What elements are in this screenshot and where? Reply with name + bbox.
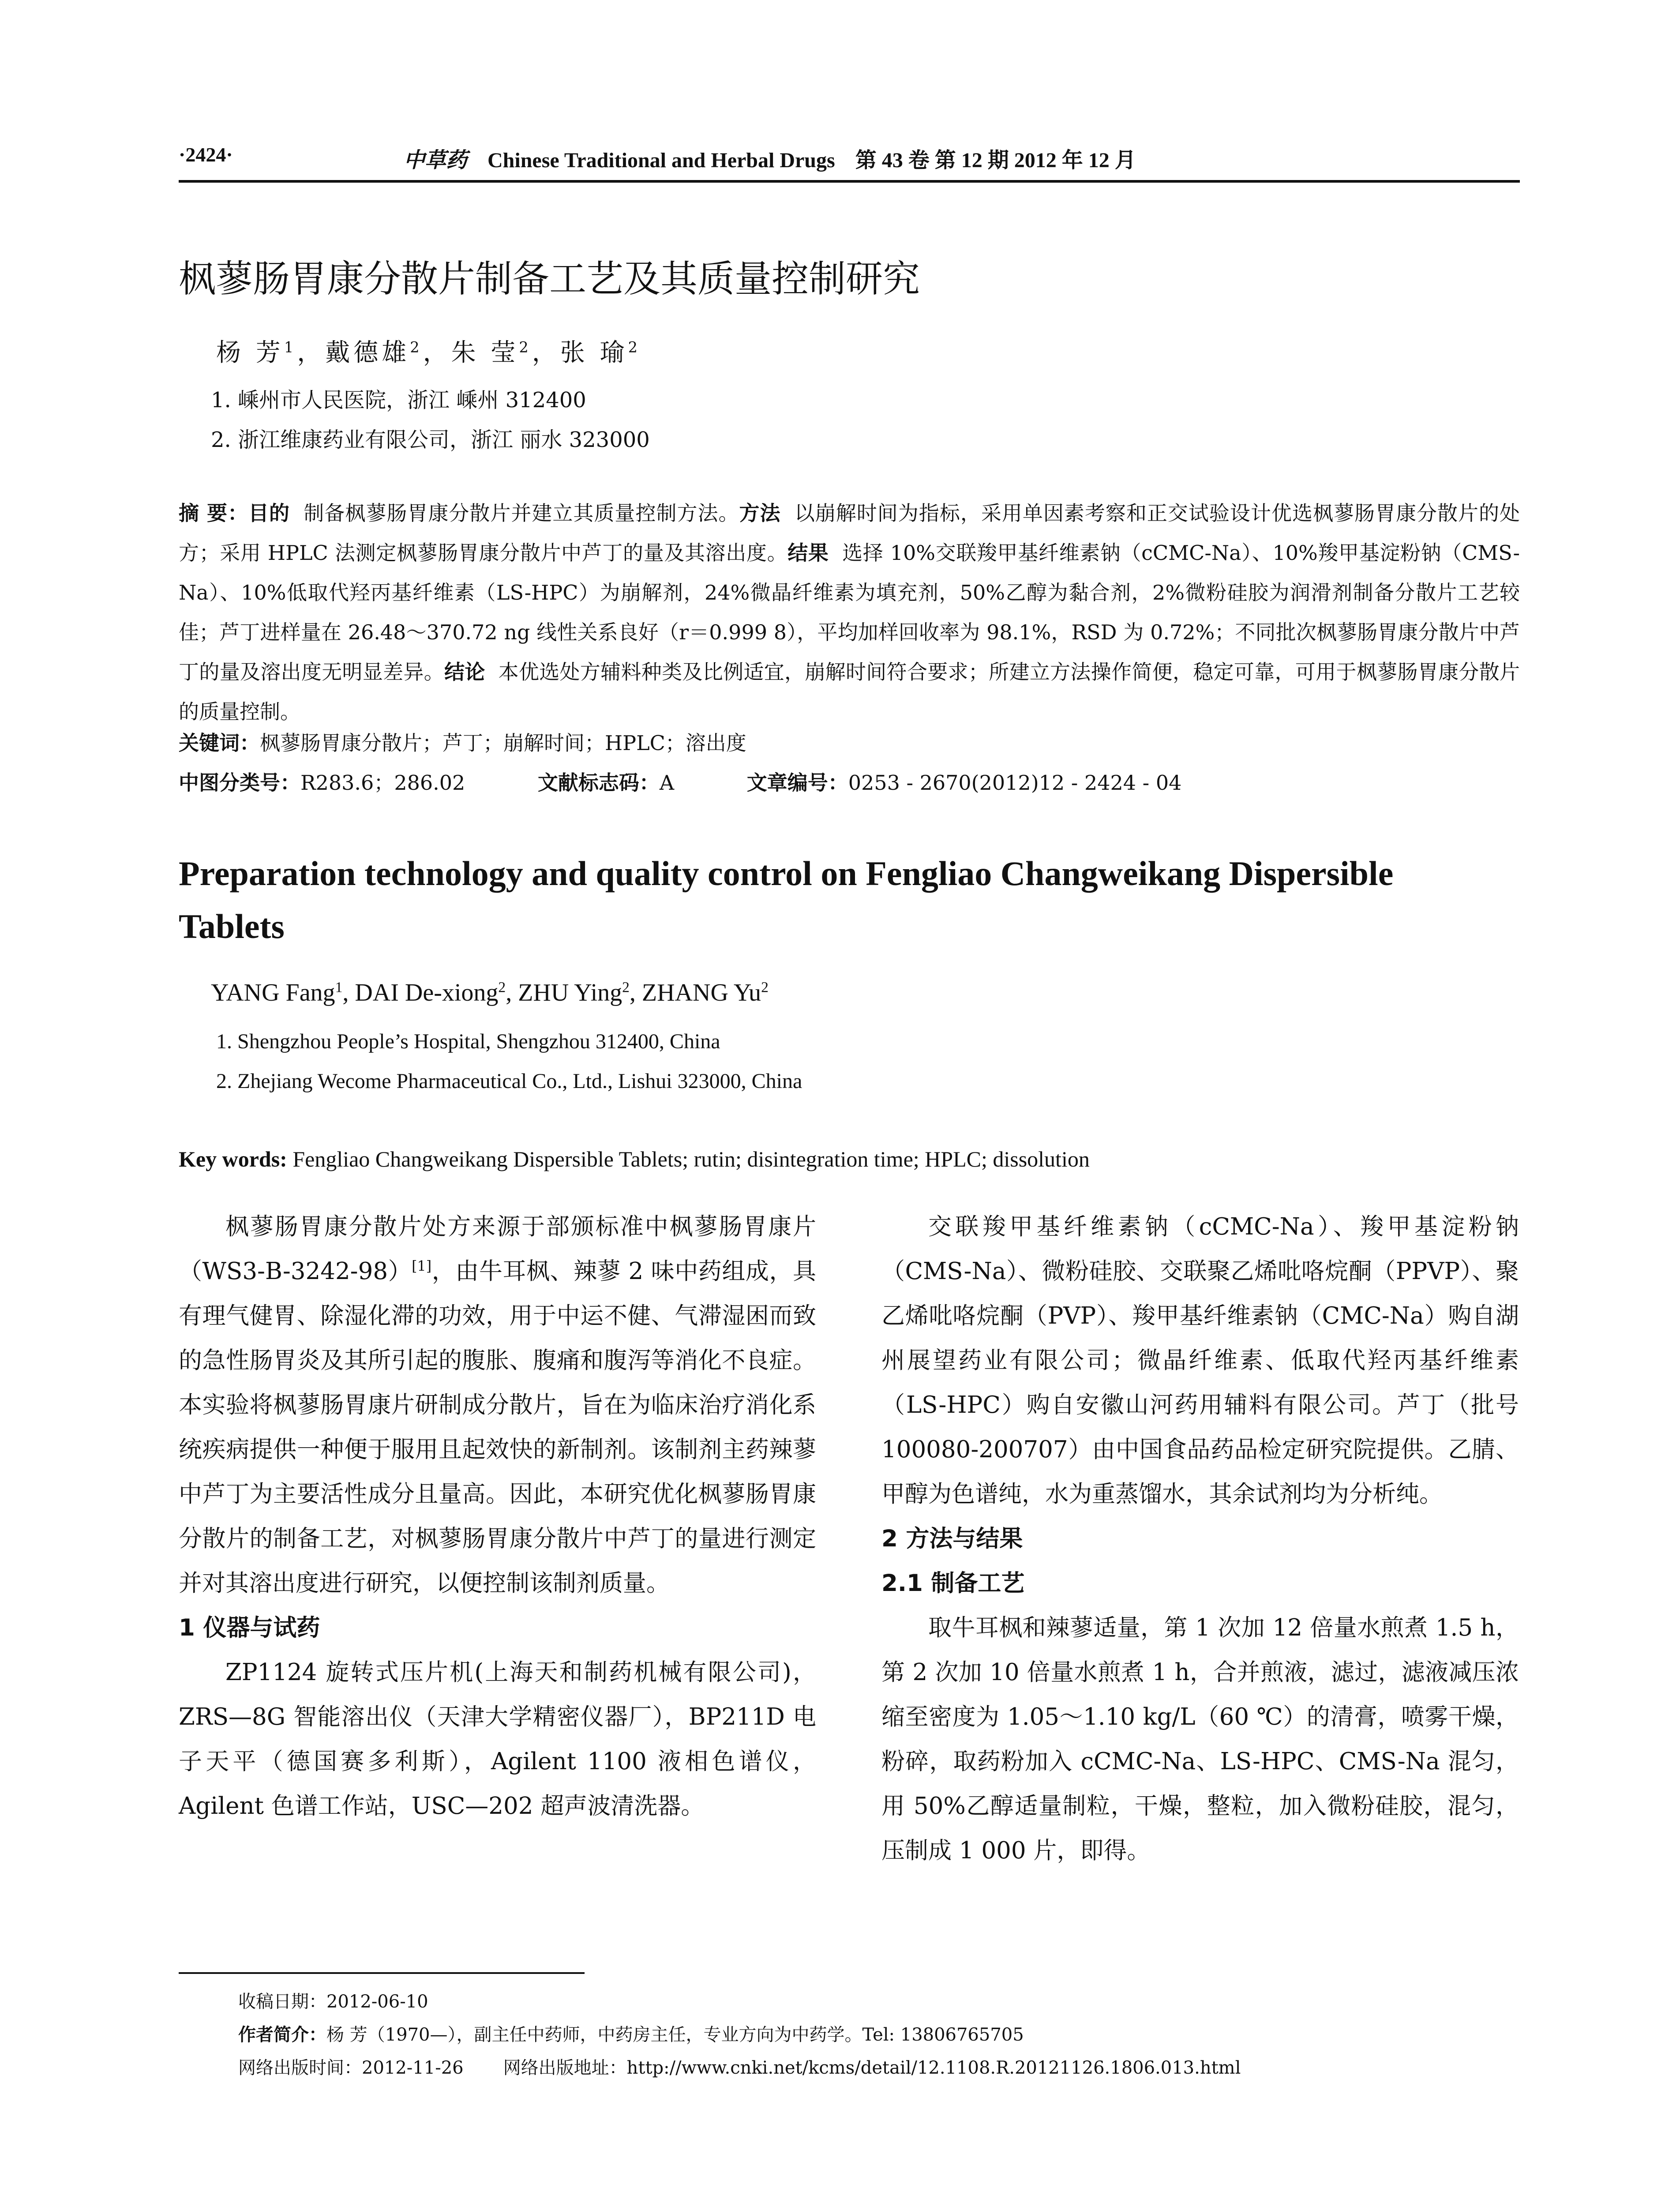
section-heading-2-1: 2.1 制备工艺 [881,1570,1025,1597]
footnote-author [238,2021,1024,2046]
author-name: YANG Fang [211,979,335,1006]
method-label: 方法 [739,501,781,525]
footnote-online-time: 网络出版时间：2012-11-26 [238,2058,464,2078]
result-text: 选择 10%交联羧甲基纤维素钠（cCMC-Na）、10%羧甲基淀粉钠（CMS-Na）、10%低取代羟丙基纤维素（LS-HPC）为崩解剂，24%微晶纤维素为填充剂，50%乙醇为黏合剂，2%微粉硅胶为润滑剂制备分散片工艺较佳；芦丁进样量在 26.48～370.72 ng 线性关系良好（r＝0.999 8），平均加样回收率为 98.1%，RSD 为 0.72%；不同批次枫蓼肠胃康分散片中芦丁的量及溶出度无明显差异。 [179,541,1520,684]
conclusion-label: 结论 [444,660,485,684]
intro-paragraph [179,1204,816,1606]
author-sup: 1 [284,338,297,356]
journal-info [404,143,1151,173]
section-heading-2: 2 方法与结果 [881,1525,1023,1552]
affiliation-cn-2: 2. 浙江维康药业有限公司，浙江 丽水 323000 [211,428,650,452]
journal-name-en: Chinese Traditional and Herbal Drugs [488,149,835,172]
author-name: 张 瑜 [560,338,628,367]
objective-text: 制备枫蓼肠胃康分散片并建立其质量控制方法。 [304,501,739,525]
doc-code-label: 文献标志码： [537,771,660,795]
page-number: ·2424· [179,143,233,166]
classification-line [179,767,1248,796]
title-en: Preparation technology and quality control on Fengliao Changweikang Dispersible Tablets [179,854,1394,945]
journal-issue: 第 43 卷 第 12 期 2012 年 12 月 [855,149,1136,172]
instruments-paragraph: ZP1124 旋转式压片机(上海天和制药机械有限公司)，ZRS—8G 智能溶出仪（天津大学精密仪器厂），BP211D 电子天平（德国赛多利斯），Agilent 1100 液相色谱仪，Agilent 色谱工作站，USC—202 超声波清洗器。 [179,1659,816,1820]
author-sup: 2 [410,338,423,356]
keywords-cn [179,727,746,756]
author-name: ZHU Ying [518,979,622,1006]
article-no-label: 文章编号： [746,771,848,795]
author-name: 朱 莹 [451,338,519,367]
article-no-value: 0253 - 2670(2012)12 - 2424 - 04 [848,771,1182,795]
footnote-received: 收稿日期：2012-06-10 [238,1992,428,2012]
body-column-right [881,1204,1519,1873]
keywords-label: 关键词： [179,731,260,755]
keywords-text: 枫蓼肠胃康分散片；芦丁；崩解时间；HPLC；溶出度 [260,731,746,755]
author-name: 杨 芳 [216,338,284,367]
keywords-en-label: Key words: [179,1147,287,1171]
author-name: 戴德雄 [325,338,410,367]
abstract-label: 摘 要： [179,501,249,525]
author-name: DAI De-xiong [355,979,499,1006]
title-cn: 枫蓼肠胃康分散片制备工艺及其质量控制研究 [179,257,920,300]
preparation-paragraph: 取牛耳枫和辣蓼适量，第 1 次加 12 倍量水煎煮 1.5 h，第 2 次加 10 倍量水煎煮 1 h，合并煎液，滤过，滤液减压浓缩至密度为 1.05～1.10 kg/L（60 ℃）的清膏，喷雾干燥，粉碎，取药粉加入 cCMC-Na、LS-HPC、CMS-Na 混匀，用 50%乙醇适量制粒，干燥，整粒，加入微粉硅胶，混匀，压制成 1 000 片，即得。 [881,1614,1519,1864]
footnote-author-label: 作者简介： [238,2025,326,2045]
conclusion-text: 本优选处方辅料种类及比例适宜，崩解时间符合要求；所建立方法操作简便，稳定可靠，可用于枫蓼肠胃康分散片的质量控制。 [179,660,1520,724]
result-label: 结果 [788,541,829,565]
author-sup: 2 [622,979,630,996]
author-name: ZHANG Yu [641,979,761,1006]
journal-name-cn: 中草药 [404,148,468,173]
abstract-cn [179,493,1520,732]
footnote-divider [179,1972,585,1974]
authors-cn: 杨 芳$^1$，戴德雄$^2$，朱 莹$^2$，张 瑜$^2$ [216,338,641,367]
method-text: 以崩解时间为指标，采用单因素考察和正交试验设计优选枫蓼肠胃康分散片的处方；采用 HPLC 法测定枫蓼肠胃康分散片中芦丁的量及其溶出度。 [179,501,1520,565]
section-heading-1: 1 仪器与试药 [179,1614,320,1641]
affiliation-cn-1: 1. 嵊州市人民医院，浙江 嵊州 312400 [211,388,586,413]
author-sup: 2 [519,338,532,356]
footnote-online [238,2054,1241,2079]
reagents-paragraph: 交联羧甲基纤维素钠（cCMC-Na）、羧甲基淀粉钠（CMS-Na）、微粉硅胶、交联聚乙烯吡咯烷酮（PPVP）、聚乙烯吡咯烷酮（PVP）、羧甲基纤维素钠（CMC-Na）购自湖州展望药业有限公司；微晶纤维素、低取代羟丙基纤维素（LS-HPC）购自安徽山河药用辅料有限公司。芦丁（批号 100080-200707）由中国食品药品检定研究院提供。乙腈、甲醇为色谱纯，水为重蒸馏水，其余试剂均为分析纯。 [881,1213,1519,1508]
keywords-en-text: Fengliao Changweikang Dispersible Tablets; rutin; disintegration time; HPLC; dissolution [292,1147,1090,1171]
citation-ref: [1] [412,1258,432,1275]
footnote-online-url: 网络出版地址：http://www.cnki.net/kcms/detail/12.1108.R.20121126.1806.013.html [503,2058,1241,2078]
affiliation-en-1: 1. Shengzhou People’s Hospital, Shengzhou 312400, China [216,1030,720,1053]
intro-text-b: ，由牛耳枫、辣蓼 2 味中药组成，具有理气健胃、除湿化滞的功效，用于中运不健、气滞湿困而致的急性肠胃炎及其所引起的腹胀、腹痛和腹泻等消化不良症。本实验将枫蓼肠胃康片研制成分散片，旨在为临床治疗消化系统疾病提供一种便于服用且起效快的新制剂。该制剂主药辣蓼中芦丁为主要活性成分且量高。因此，本研究优化枫蓼肠胃康分散片的制备工艺，对枫蓼肠胃康分散片中芦丁的量进行测定并对其溶出度进行研究，以便控制该制剂质量。 [179,1258,816,1597]
body-column-left [179,1204,816,1828]
clc-value: R283.6；286.02 [300,771,465,795]
doc-code-value: A [659,771,675,795]
author-sup: 2 [498,979,506,996]
authors-en: YANG Fang$^1$, DAI De-xiong$^2$, ZHU Ying$^2$, ZHANG Yu$^2$ [211,979,769,1006]
clc-label: 中图分类号： [179,771,300,795]
author-sup: 2 [761,979,769,996]
intro-text-a: 枫蓼肠胃康分散片处方来源于部颁标准中枫蓼肠胃康片（WS3-B-3242-98） [179,1213,816,1285]
keywords-en [179,1146,1090,1172]
footnote-author-info: 杨 芳（1970—），副主任中药师，中药房主任，专业方向为中药学。Tel: 13806765705 [326,2025,1024,2045]
author-sup: 1 [335,979,343,996]
running-header [179,140,1520,183]
affiliation-en-2: 2. Zhejiang Wecome Pharmaceutical Co., Ltd., Lishui 323000, China [216,1069,802,1093]
objective-label: 目的 [248,501,290,525]
author-sup: 2 [628,338,641,356]
